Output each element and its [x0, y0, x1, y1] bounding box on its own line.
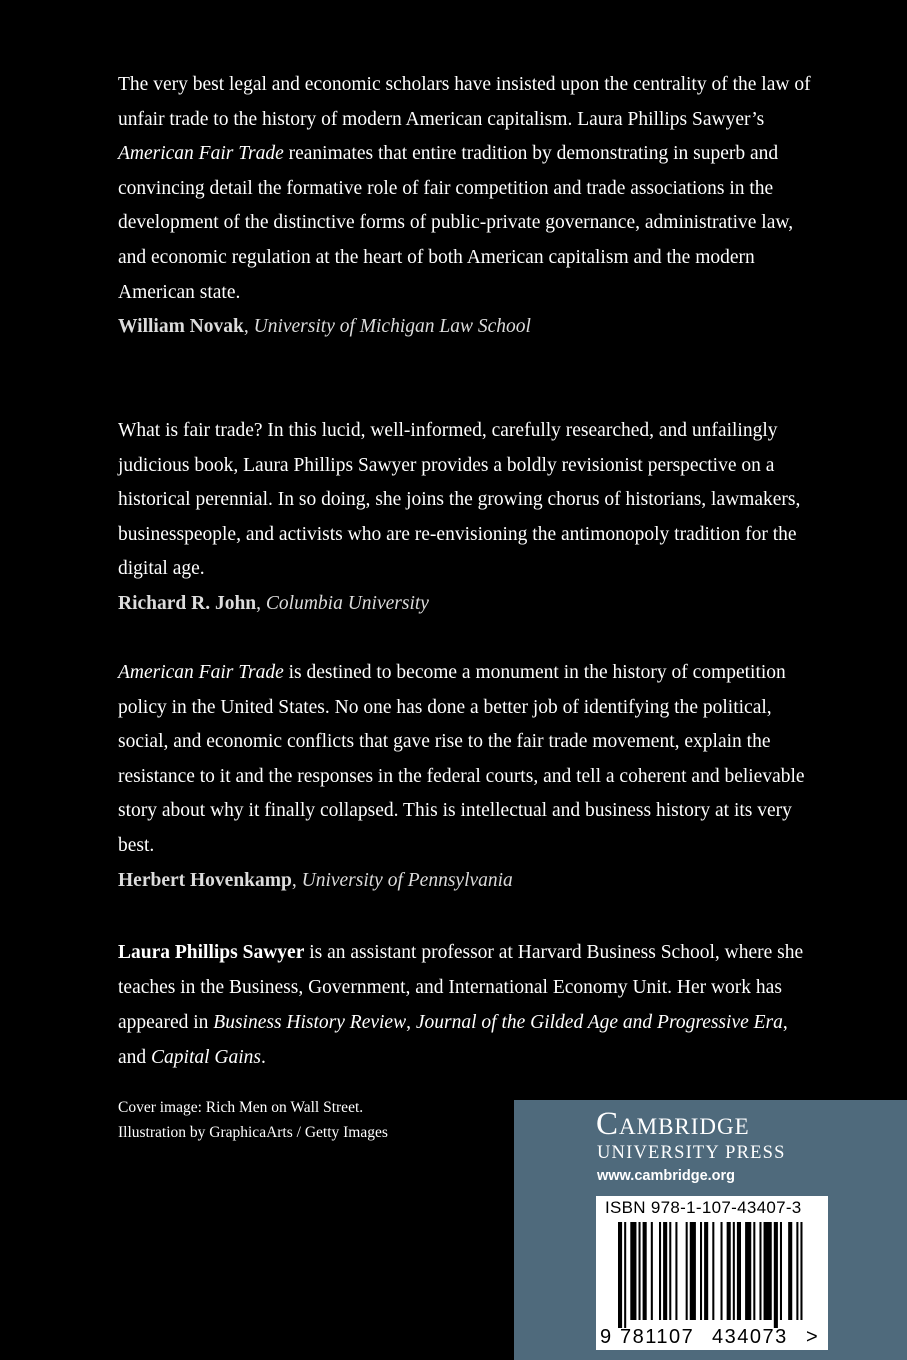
quote-2	[118, 414, 818, 622]
barcode-bar	[669, 1222, 671, 1320]
quote-3-book-title: American Fair Trade	[118, 662, 284, 683]
quote-1-sep: ,	[243, 316, 254, 338]
quote-2-lead: What is fair trade? In this lucid, well-informed, carefully researched, and unfailingly judicious book, Laura Phillips Sawyer provides a boldly revisionist perspective on a historical perennial. In so doing, she joins the growing chorus of historians, lawmakers, businesspeople, and activists who are re-envisioning the antimonopoly tradition for the digital age.	[118, 420, 801, 580]
barcode-bar	[618, 1222, 622, 1328]
barcode-bar	[651, 1222, 653, 1320]
barcode-bar	[700, 1222, 702, 1320]
cover-credit-line-1: Cover image: Rich Men on Wall Street.	[118, 1099, 364, 1116]
author-bio	[118, 935, 818, 1075]
publisher-panel	[514, 1100, 907, 1360]
quote-3-attribution	[118, 864, 818, 899]
barcode-bar	[659, 1222, 661, 1320]
bio-publication-3: Capital Gains	[151, 1047, 262, 1068]
publisher-url: www.cambridge.org	[597, 1168, 736, 1184]
quote-1-text	[118, 68, 818, 310]
barcode-bar	[727, 1222, 731, 1320]
bio-publication-1: Business History Review	[213, 1012, 407, 1033]
barcode-bar	[800, 1222, 802, 1320]
quote-3-text	[118, 656, 818, 864]
quote-2-sep: ,	[256, 592, 266, 614]
quote-2-text	[118, 414, 818, 587]
bio-publication-2: Journal of the Gilded Age and Progressive Era	[415, 1012, 783, 1033]
bio-end: .	[261, 1047, 266, 1068]
quote-2-author: Richard R. John	[118, 592, 257, 614]
barcode-bar	[675, 1222, 677, 1320]
cover-credit	[118, 1096, 388, 1145]
quote-3-institution: University of Pennsylvania	[301, 869, 513, 891]
quote-3-sep: ,	[291, 869, 302, 891]
barcode-digit-lead: 9	[600, 1326, 612, 1348]
quote-1	[118, 68, 818, 345]
barcode-digit-group-1: 781107	[620, 1326, 695, 1348]
barcode-bar	[796, 1222, 798, 1320]
quote-1-lead: The very best legal and economic scholars have insisted upon the centrality of the law of unfair trade to the history of modern American capitalism. Laura Phillips Sawyer’s	[118, 74, 811, 130]
quote-1-attribution	[118, 310, 818, 345]
barcode-bar	[704, 1222, 708, 1320]
bio-sep-2: , and	[118, 1012, 788, 1068]
barcode-bar	[630, 1222, 636, 1320]
publisher-logo-subtitle: UNIVERSITY PRESS	[597, 1143, 786, 1163]
barcode-bar	[788, 1222, 792, 1320]
barcode-bar	[721, 1222, 723, 1320]
quote-1-institution: University of Michigan Law School	[253, 316, 531, 338]
quote-3-tail: is destined to become a monument in the history of competition policy in the United States. No one has done a better job of identifying the political, social, and economic conflicts that gave rise to the fair trade movement, explain the resistance to it and the responses in the federal courts, and tell a coherent and believable story about why it finally collapsed. This is intellectual and business history at its very best.	[118, 662, 805, 856]
barcode-bar	[624, 1222, 626, 1328]
bio-author-name: Laura Phillips Sawyer	[118, 942, 305, 963]
barcode-bar	[780, 1222, 782, 1320]
quote-1-author: William Novak	[118, 316, 244, 338]
bio-sep-1: ,	[406, 1012, 416, 1033]
publisher-logo-name: Cambridge	[596, 1106, 750, 1142]
bio-text: is an assistant professor at Harvard Business School, where she teaches in the Business, Government, and International Economy Unit. Her work has appeared in	[118, 942, 804, 1033]
barcode-bar	[643, 1222, 647, 1320]
barcode-bars	[618, 1222, 808, 1328]
barcode-bar	[639, 1222, 641, 1320]
barcode-bar	[733, 1222, 735, 1320]
barcode-arrow: >	[806, 1326, 818, 1348]
barcode-bar	[753, 1222, 755, 1320]
quote-3-author: Herbert Hovenkamp	[118, 869, 292, 891]
quote-1-tail: reanimates that entire tradition by demonstrating in superb and convincing detail the formative role of fair competition and trade associations in the development of the distinctive forms of public-private governance, administrative law, and economic regulation at the heart of both American capitalism and the modern American state.	[118, 143, 794, 303]
barcode-bar	[759, 1222, 761, 1320]
barcode-bar	[745, 1222, 751, 1320]
barcode	[596, 1196, 828, 1350]
quote-1-book-title: American Fair Trade	[118, 143, 284, 165]
barcode-bar	[663, 1222, 667, 1320]
barcode-bar	[712, 1222, 714, 1320]
quote-2-institution: Columbia University	[265, 592, 429, 614]
barcode-bar	[737, 1222, 741, 1320]
quote-2-attribution	[118, 587, 818, 622]
isbn-label: ISBN 978-1-107-43407-3	[605, 1198, 802, 1217]
quote-3	[118, 656, 818, 898]
cover-credit-line-2: Illustration by GraphicaArts / Getty Images	[118, 1123, 388, 1141]
barcode-digit-group-2: 434073	[712, 1326, 788, 1348]
barcode-bar	[686, 1222, 688, 1320]
barcode-bar	[774, 1222, 778, 1328]
barcode-bar	[764, 1222, 772, 1320]
barcode-bar	[690, 1222, 696, 1320]
